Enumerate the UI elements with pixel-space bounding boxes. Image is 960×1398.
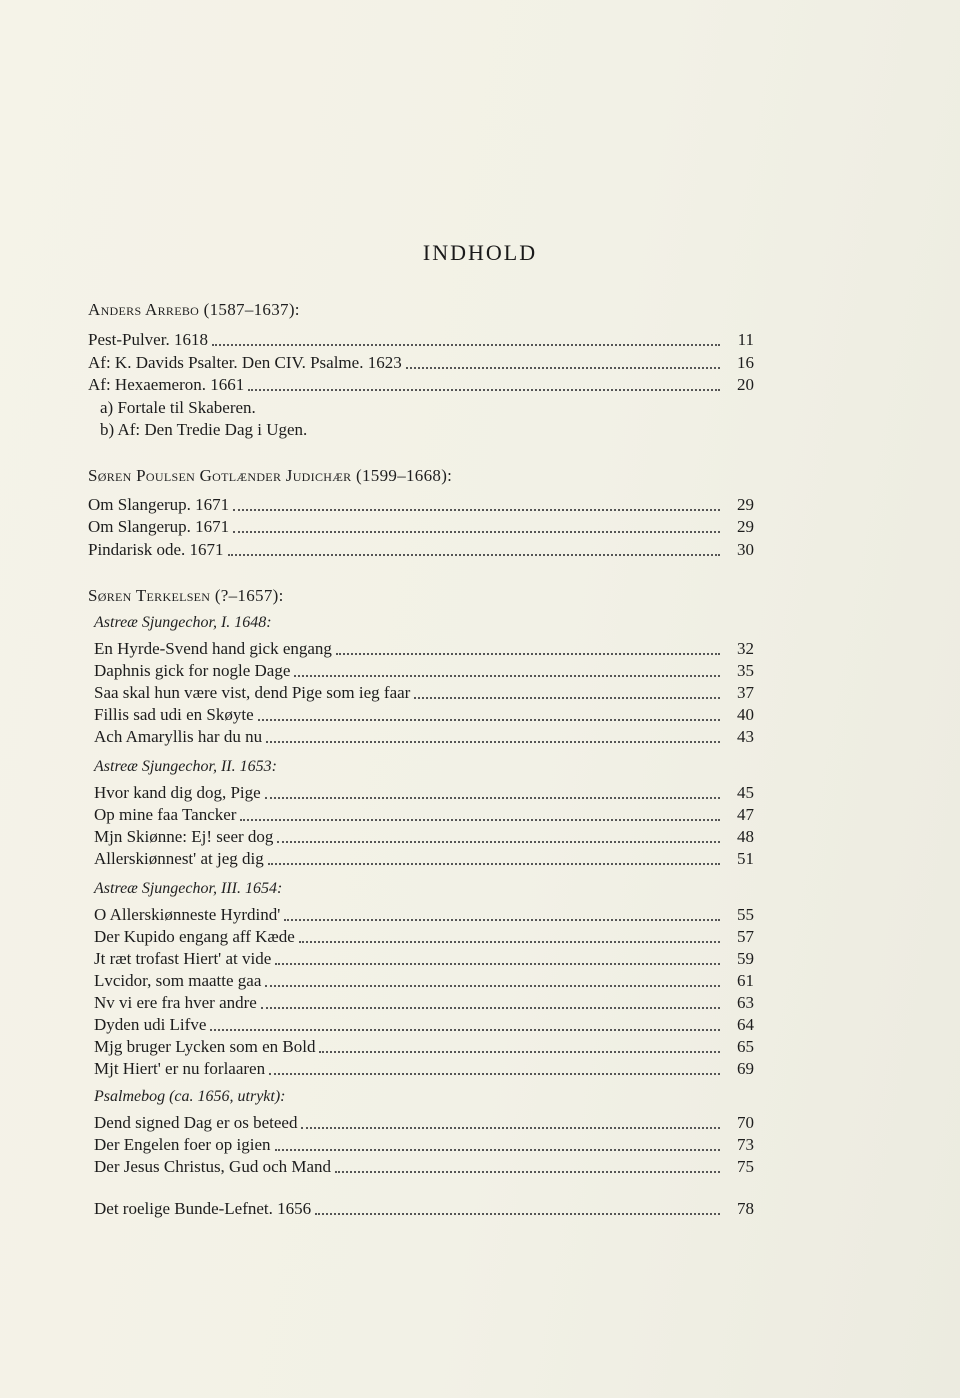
entry-page: 30: [737, 540, 754, 559]
toc-entry: [94, 926, 754, 948]
entry-page: 57: [737, 927, 754, 946]
author-heading: Søren Terkelsen (?–1657):: [88, 586, 284, 605]
entry-page: 78: [737, 1199, 754, 1218]
entry-title: Lvcidor, som maatte gaa: [94, 971, 262, 990]
collection-heading: Psalmebog (ca. 1656, utrykt):: [94, 1088, 286, 1105]
entry-page: 64: [737, 1015, 754, 1034]
leader-dots: [228, 554, 720, 556]
toc-entry: [94, 1134, 754, 1156]
entry-title: Om Slangerup. 1671: [88, 495, 230, 514]
page-title: INDHOLD: [422, 240, 538, 265]
entry-title: Jt ræt trofast Hiert' at vide: [94, 949, 272, 968]
entry-page: 35: [737, 661, 754, 680]
toc-entry: [94, 726, 754, 748]
leader-dots: [406, 367, 720, 369]
entry-page: 29: [737, 495, 754, 514]
leader-dots: [299, 941, 720, 943]
entry-page: 40: [737, 705, 754, 724]
entry-title: Der Engelen foer op igien: [94, 1135, 271, 1154]
toc-entry: [94, 1036, 754, 1058]
leader-dots: [284, 919, 720, 921]
entry-title: Om Slangerup. 1671: [88, 517, 230, 536]
leader-dots: [269, 1073, 720, 1075]
toc-entry: [94, 638, 754, 660]
toc-entry: [94, 848, 754, 870]
toc-entry: [94, 1058, 754, 1080]
leader-dots: [258, 719, 720, 721]
toc-entry: [94, 904, 754, 926]
entry-title: Der Jesus Christus, Gud och Mand: [94, 1157, 332, 1176]
toc-entry: [94, 782, 754, 804]
leader-dots: [265, 985, 720, 987]
leader-dots: [414, 697, 720, 699]
author-heading: Anders Arrebo (1587–1637):: [88, 300, 300, 319]
toc-entry: [94, 1156, 754, 1178]
entry-page: 48: [737, 827, 754, 846]
leader-dots: [248, 389, 720, 391]
entry-title: Der Kupido engang aff Kæde: [94, 927, 295, 946]
collection-heading: Astreæ Sjungechor, III. 1654:: [94, 880, 283, 897]
entry-page: 73: [737, 1135, 754, 1154]
entry-page: 11: [737, 330, 754, 349]
leader-dots: [275, 963, 720, 965]
entry-title: En Hyrde-Svend hand gick engang: [94, 639, 332, 658]
entry-page: 16: [737, 353, 754, 372]
leader-dots: [265, 797, 720, 799]
entry-page: 29: [737, 517, 754, 536]
entry-title: Ach Amaryllis har du nu: [94, 727, 263, 746]
entry-page: 45: [737, 783, 754, 802]
entry-title: Dend signed Dag er os beteed: [94, 1113, 298, 1132]
leader-dots: [294, 675, 720, 677]
entry-page: 37: [737, 683, 754, 702]
sub-entry: b) Af: Den Tredie Dag i Ugen.: [100, 420, 308, 439]
sub-entry: a) Fortale til Skaberen.: [100, 398, 256, 417]
entry-title: Mjn Skiønne: Ej! seer dog: [94, 827, 274, 846]
toc-entry: [94, 970, 754, 992]
leader-dots: [266, 741, 720, 743]
toc-entry: [94, 826, 754, 848]
toc-entry: [94, 660, 754, 682]
leader-dots: [268, 863, 720, 865]
entry-page: 65: [737, 1037, 754, 1056]
entry-page: 70: [737, 1113, 754, 1132]
entry-title: Af: Hexaemeron. 1661: [88, 375, 245, 394]
toc-entry: [88, 374, 754, 396]
entry-title: Mjt Hiert' er nu forlaaren: [94, 1059, 266, 1078]
leader-dots: [335, 1171, 720, 1173]
leader-dots: [277, 841, 720, 843]
entry-page: 51: [737, 849, 754, 868]
leader-dots: [261, 1007, 720, 1009]
collection-heading: Astreæ Sjungechor, I. 1648:: [94, 614, 272, 631]
leader-dots: [233, 509, 720, 511]
entry-title: Pindarisk ode. 1671: [88, 540, 224, 559]
entry-title: O Allerskiønneste Hyrdind': [94, 905, 281, 924]
toc-entry: [88, 329, 754, 351]
entry-title: Op mine faa Tancker: [94, 805, 237, 824]
entry-title: Pest-Pulver. 1618: [88, 330, 208, 349]
entry-title: Nv vi ere fra hver andre: [94, 993, 257, 1012]
toc-entry: [94, 1112, 754, 1134]
toc-entry: [88, 352, 754, 374]
toc-entry: [88, 494, 754, 516]
leader-dots: [336, 653, 720, 655]
toc-entry: [94, 804, 754, 826]
entry-page: 69: [737, 1059, 754, 1078]
collection-heading: Astreæ Sjungechor, II. 1653:: [94, 758, 277, 775]
leader-dots: [233, 531, 720, 533]
entry-page: 59: [737, 949, 754, 968]
entry-title: Daphnis gick for nogle Dage: [94, 661, 291, 680]
leader-dots: [301, 1127, 720, 1129]
entry-title: Af: K. Davids Psalter. Den CIV. Psalme. 1623: [88, 353, 402, 372]
entry-page: 63: [737, 993, 754, 1012]
entry-page: 47: [737, 805, 754, 824]
entry-title: Saa skal hun være vist, dend Pige som ieg faar: [94, 683, 411, 702]
leader-dots: [210, 1029, 720, 1031]
entry-page: 20: [737, 375, 754, 394]
leader-dots: [315, 1213, 720, 1215]
entry-page: 55: [737, 905, 754, 924]
toc-entry: [94, 682, 754, 704]
toc-entry: [88, 516, 754, 538]
author-heading: Søren Poulsen Gotlænder Judichær (1599–1668):: [88, 466, 453, 485]
entry-page: 75: [737, 1157, 754, 1176]
entry-page: 32: [737, 639, 754, 658]
entry-title: Mjg bruger Lycken som en Bold: [94, 1037, 316, 1056]
entry-page: 61: [737, 971, 754, 990]
toc-entry: [88, 539, 754, 561]
leader-dots: [275, 1149, 720, 1151]
leader-dots: [319, 1051, 720, 1053]
entry-title: Hvor kand dig dog, Pige: [94, 783, 261, 802]
toc-entry: [94, 948, 754, 970]
toc-entry: [94, 992, 754, 1014]
toc-entry: [94, 1014, 754, 1036]
leader-dots: [212, 344, 720, 346]
toc-entry: [94, 704, 754, 726]
entry-title: Dyden udi Lifve: [94, 1015, 207, 1034]
leader-dots: [240, 819, 720, 821]
entry-title: Fillis sad udi en Skøyte: [94, 705, 254, 724]
entry-title: Det roelige Bunde-Lefnet. 1656: [94, 1199, 312, 1218]
toc-entry: [94, 1198, 754, 1220]
entry-title: Allerskiønnest' at jeg dig: [94, 849, 264, 868]
entry-page: 43: [737, 727, 754, 746]
